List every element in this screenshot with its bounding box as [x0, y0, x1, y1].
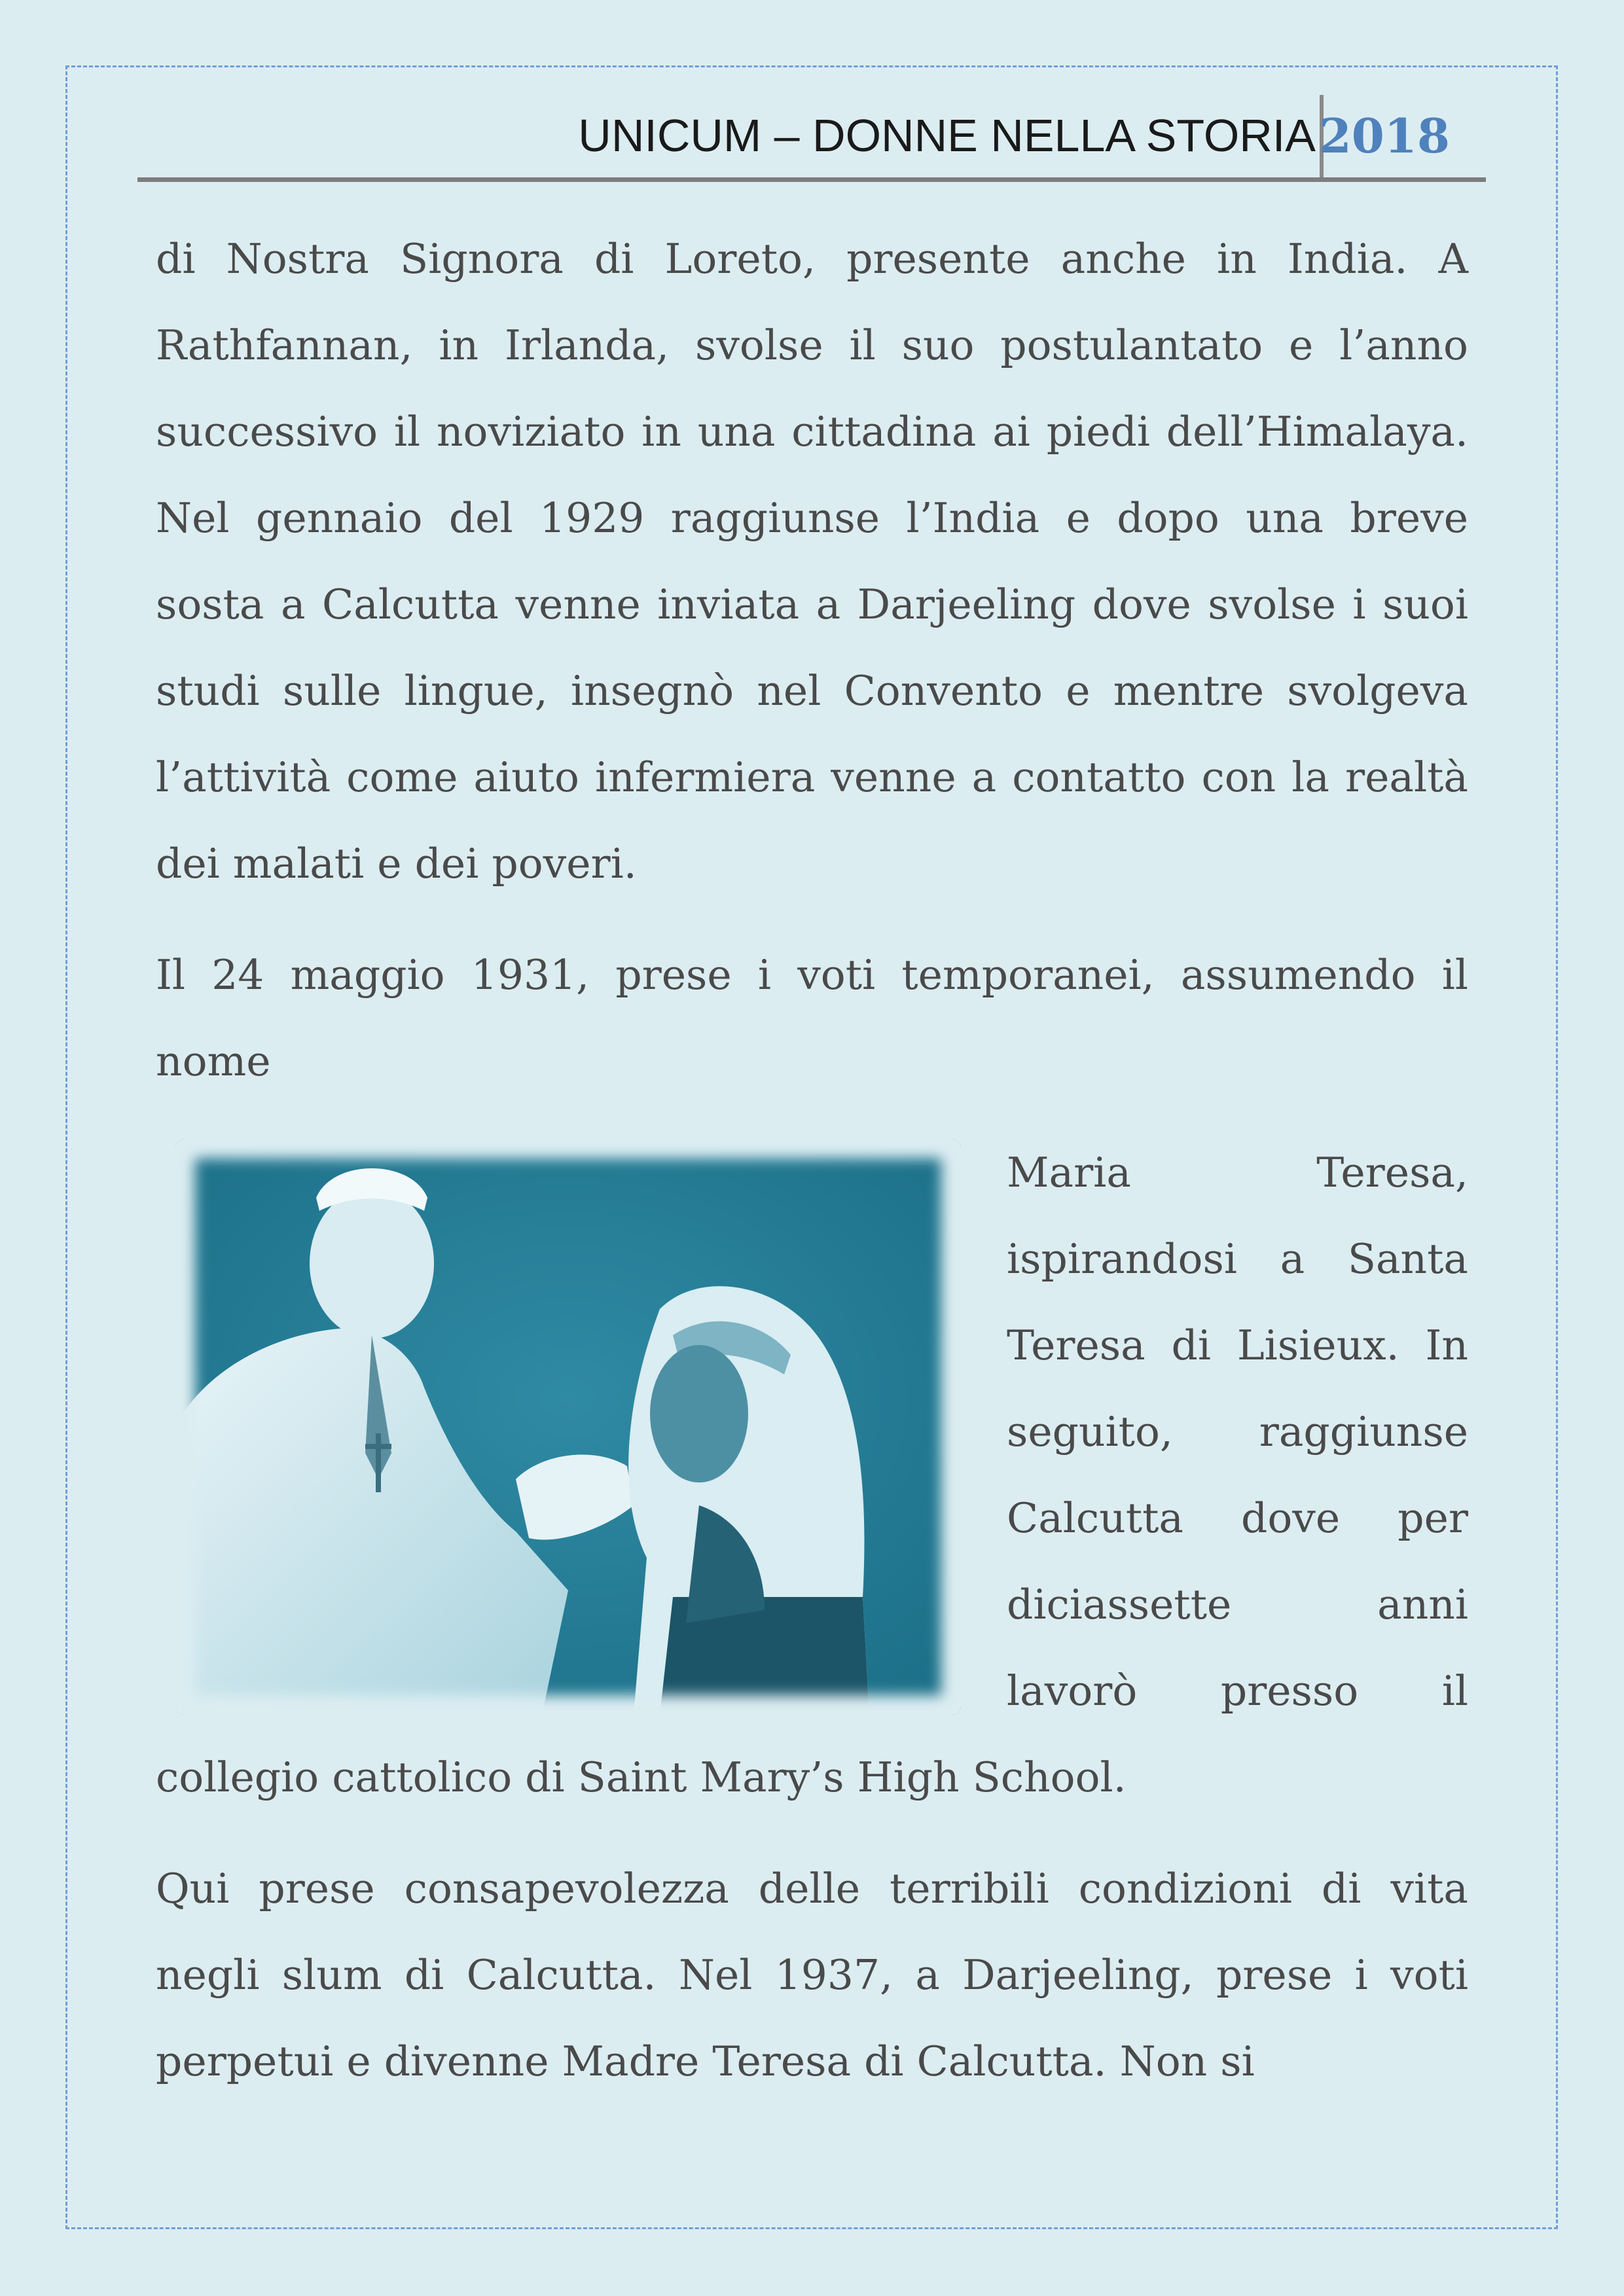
document-body: [156, 216, 1468, 2105]
header-title: UNICUM – DONNE NELLA STORIA: [578, 110, 1316, 161]
header-year: 2018: [1318, 108, 1450, 164]
paragraph-2-continued: Maria Teresa, ispirandosi a Santa Teresa di Lisieux. In seguito, raggiunse Calcutta dove per diciassette anni lavorò presso il collegio cattolico di Saint Mary’s High School.: [156, 1149, 1468, 1801]
paragraph-2-first-line: Il 24 maggio 1931, prese i voti temporanei, assumendo il nome: [156, 951, 1468, 1085]
paragraph-3: Qui prese consapevolezza delle terribili condizioni di vita negli slum di Calcutta. Nel 1937, a Darjeeling, prese i voti perpetui e divenne Madre Teresa di Calcutta. Non si: [156, 1865, 1468, 2085]
photo-pope-and-mother-teresa: [175, 1139, 961, 1715]
page-header: [137, 95, 1486, 182]
paragraph-1: di Nostra Signora di Loreto, presente anche in India. A Rathfannan, in Irlanda, svolse il suo postulantato e l’anno successivo il noviziato in una cittadina ai piedi dell’Himalaya. Nel gennaio del 1929 raggiunse l’India e dopo una breve sosta a Calcutta venne inviata a Darjeeling dove svolse i suoi studi sulle lingue, insegnò nel Convento e mentre svolgeva l’attività come aiuto infermiera venne a contatto con la realtà dei malati e dei poveri.: [156, 235, 1468, 888]
